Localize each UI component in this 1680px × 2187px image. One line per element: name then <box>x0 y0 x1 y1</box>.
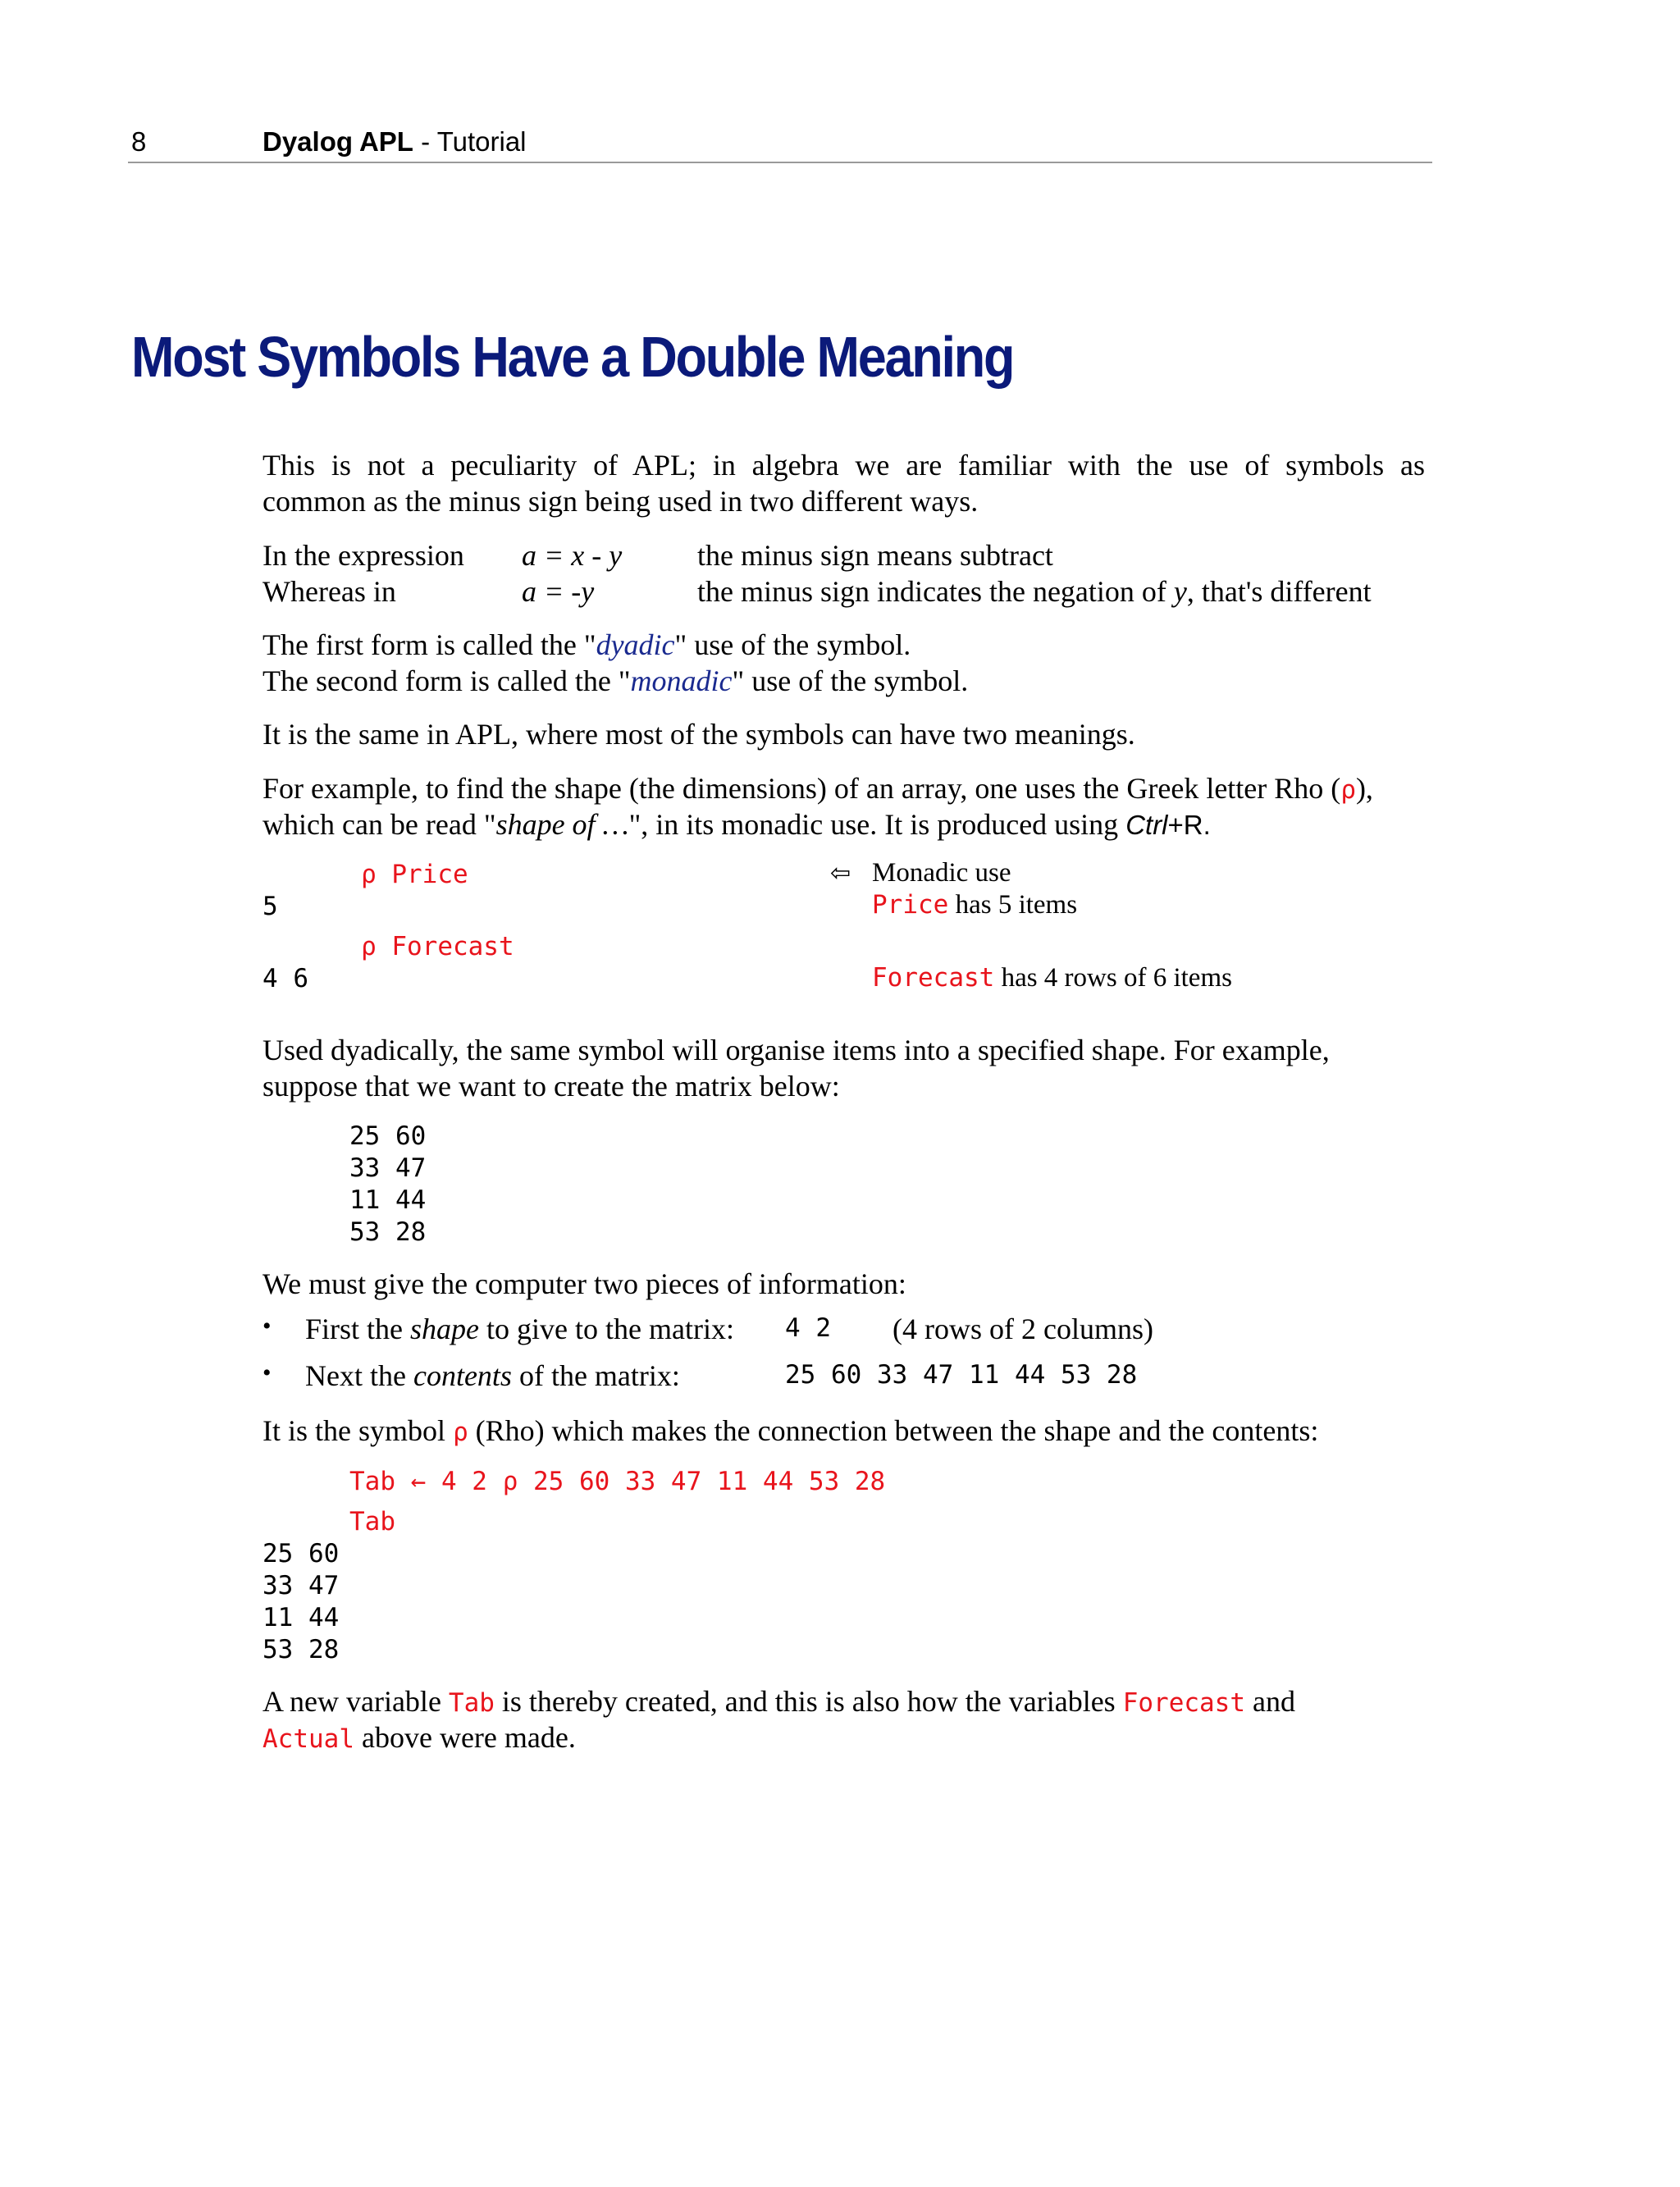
note-monadic-use: Monadic use <box>872 858 1011 888</box>
shape-of-term: shape of … <box>495 808 629 841</box>
bullet-icon: • <box>262 1359 272 1386</box>
running-header <box>262 126 527 158</box>
expression-label: Whereas in <box>262 575 396 608</box>
bullet-shape-note: (4 rows of 2 columns) <box>892 1313 1153 1345</box>
term-dyadic: dyadic <box>596 628 675 661</box>
matrix-row: 11 44 <box>349 1185 427 1215</box>
intro-line-1: This is not a peculiarity of APL; in algebra we are familiar with the use of symbols as <box>262 449 1425 482</box>
code-output: 11 44 <box>262 1603 340 1632</box>
rho-symbol: ⍴ <box>1340 775 1356 805</box>
left-arrow-icon: ⇦ <box>830 860 851 887</box>
header-rule <box>128 162 1432 163</box>
second-form-line: The second form is called the "monadic" use of the symbol. <box>262 664 969 697</box>
ctrl-key: Ctrl <box>1125 810 1168 840</box>
term-monadic: monadic <box>630 664 733 697</box>
expression-description: the minus sign indicates the negation of y, that's different <box>697 575 1372 608</box>
section-title: Most Symbols Have a Double Meaning <box>131 325 1014 389</box>
note-price: Price has 5 items <box>872 890 1078 920</box>
code-output: 53 28 <box>262 1635 340 1664</box>
bullet-contents-code: 25 60 33 47 11 44 53 28 <box>785 1360 1138 1390</box>
dyadic-line-1: Used dyadically, the same symbol will organise items into a specified shape. For example, <box>262 1034 1330 1066</box>
var-forecast: Forecast <box>1122 1688 1246 1718</box>
code-output: 5 <box>262 892 278 921</box>
var-tab: Tab <box>448 1688 495 1718</box>
info-intro: We must give the computer two pieces of information: <box>262 1267 906 1300</box>
header-title-bold: Dyalog APL <box>262 126 413 157</box>
header-title-rest: - Tutorial <box>413 126 527 157</box>
first-form-line: The first form is called the "dyadic" use of the symbol. <box>262 628 911 661</box>
code-output: 4 6 <box>262 964 308 993</box>
matrix-row: 33 47 <box>349 1153 427 1183</box>
note-forecast: Forecast has 4 rows of 6 items <box>872 963 1232 993</box>
variable-y: y <box>1173 575 1187 608</box>
rho-connection-para: It is the symbol ⍴ (Rho) which makes the connection between the shape and the contents: <box>262 1414 1319 1447</box>
expression-description: the minus sign means subtract <box>697 539 1053 572</box>
code-input: Tab <box>349 1507 395 1536</box>
bullet-contents-text: Next the contents of the matrix: <box>305 1359 680 1392</box>
final-line-1: A new variable Tab is thereby created, and this is also how the variables Forecast and <box>262 1685 1295 1718</box>
intro-line-2: common as the minus sign being used in two different ways. <box>262 485 979 518</box>
expression-formula: a = -y <box>522 575 595 608</box>
code-input: ⍴ Forecast <box>361 932 514 961</box>
code-output: 33 47 <box>262 1571 340 1600</box>
bullet-icon: • <box>262 1313 272 1340</box>
code-input: ⍴ Price <box>361 860 468 889</box>
final-line-2: Actual above were made. <box>262 1721 576 1754</box>
matrix-row: 53 28 <box>349 1217 427 1247</box>
var-actual: Actual <box>262 1724 354 1754</box>
bullet-shape-text: First the shape to give to the matrix: <box>305 1313 734 1345</box>
page-number: 8 <box>131 126 147 157</box>
same-in-apl-para: It is the same in APL, where most of the symbols can have two meanings. <box>262 718 1135 751</box>
dyadic-line-2: suppose that we want to create the matrix below: <box>262 1070 840 1103</box>
rho-symbol: ⍴ <box>453 1418 468 1447</box>
expression-label: In the expression <box>262 539 464 572</box>
matrix-row: 25 60 <box>349 1121 427 1151</box>
code-output: 25 60 <box>262 1539 340 1568</box>
bullet-shape-code: 4 2 <box>785 1313 831 1343</box>
example-line-1: For example, to find the shape (the dimensions) of an array, one uses the Greek letter Rho (⍴), <box>262 772 1373 805</box>
expression-formula: a = x - y <box>522 539 623 572</box>
r-key: +R. <box>1167 810 1211 840</box>
code-assign: Tab ← 4 2 ⍴ 25 60 33 47 11 44 53 28 <box>349 1467 886 1496</box>
example-line-2: which can be read "shape of …", in its monadic use. It is produced using Ctrl+R. <box>262 808 1211 841</box>
